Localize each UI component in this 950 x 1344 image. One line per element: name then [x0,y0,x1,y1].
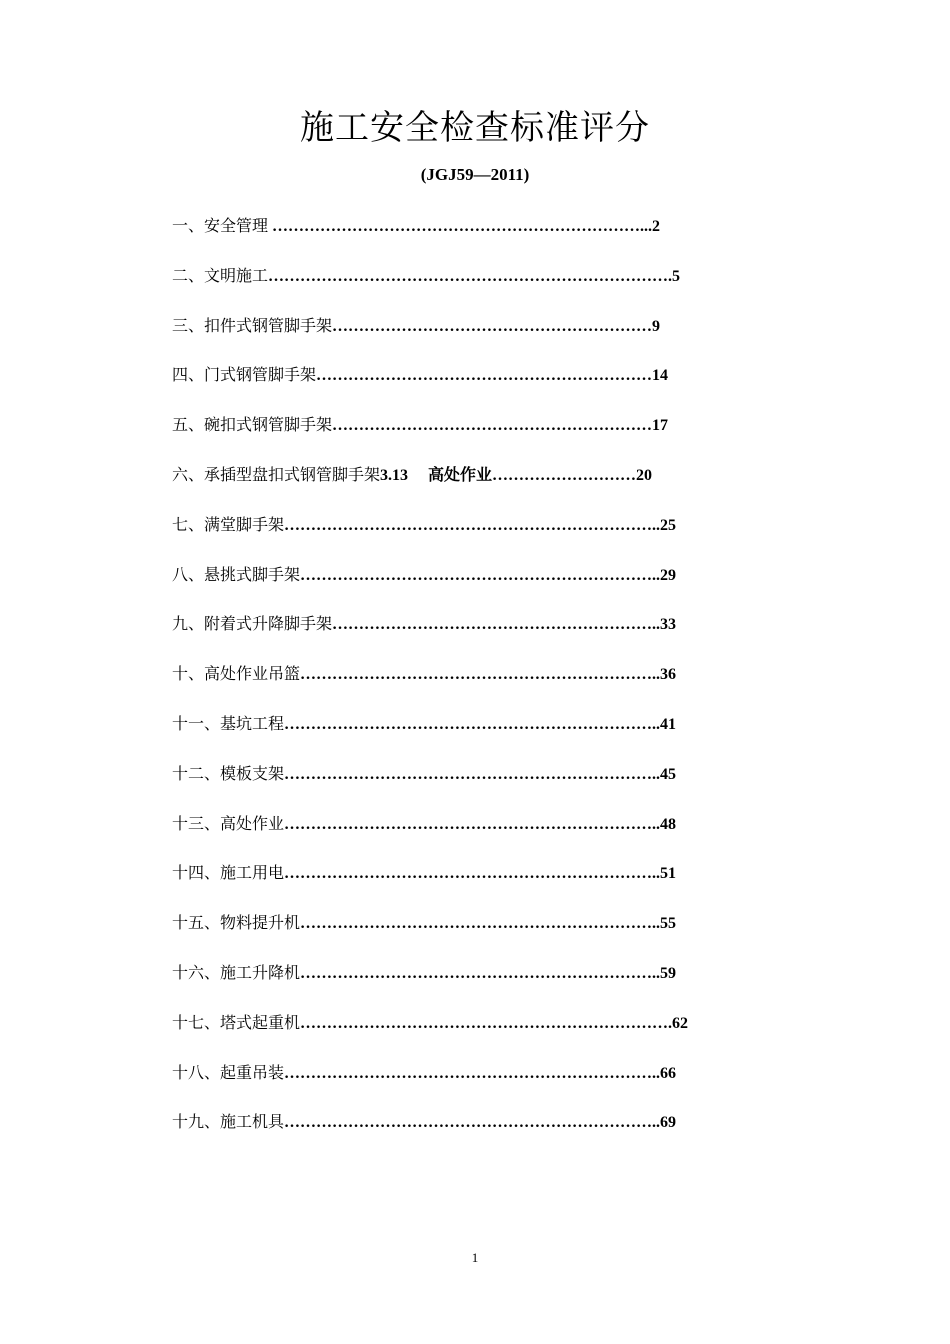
toc-entry-page: 41 [660,715,677,733]
toc-entry[interactable] [172,909,792,959]
toc-entry-leader: …………………………………………………………….. [284,1064,661,1082]
toc-entry-leader: …………………………………………………… [332,417,653,435]
toc-entry-page: 2 [652,218,661,235]
toc-entry-label: 十九、施工机具 [172,1112,285,1132]
toc-entry-page: 45 [660,765,677,783]
toc-entry-extra: 3.13 高处作业 [380,466,493,484]
toc-entry-label: 五、碗扣式钢管脚手架 [172,415,333,435]
toc-entry-label: 十八、起重吊装 [172,1062,285,1082]
toc-entry[interactable] [172,710,792,760]
toc-entry-leader: …………………………………………………………… [300,1014,669,1032]
toc-entry[interactable] [172,511,792,561]
toc-entry-label: 七、满堂脚手架 [172,514,285,534]
toc-entry[interactable] [172,959,792,1009]
toc-entry[interactable] [172,461,792,511]
toc-entry-leader: …………………………………………………………….. [284,715,661,733]
toc-entry-label: 十六、施工升降机 [172,962,301,982]
document-title: 施工安全检查标准评分 [300,108,650,148]
toc-entry[interactable] [172,810,792,860]
toc-entry-leader: …………………………………………………………….. [284,1114,661,1132]
toc-entry-page: 33 [660,616,677,634]
toc-entry-label: 六、承插型盘扣式钢管脚手架 [172,464,381,484]
toc-entry[interactable] [172,760,792,810]
toc-entry-page: 29 [660,566,677,584]
toc-entry-leader: ………………………………………………………….. [300,666,661,684]
toc-entry-label: 九、附着式升降脚手架 [172,614,333,634]
toc-entry-label: 四、门式钢管脚手架 [172,365,317,385]
toc-entry[interactable] [172,561,792,611]
document-subtitle: (JGJ59—2011) [420,165,530,184]
toc-entry-leader: ………………………………………………………….. [300,964,661,982]
toc-entry-leader: …………………………………………………….. [332,616,661,634]
toc-entry-page: 36 [660,666,677,684]
toc-entry[interactable] [172,312,792,362]
toc-entry-leader: …………………………………………………………….. [284,815,661,833]
toc-entry-leader: …………………………………………………… [332,317,653,335]
toc-entry[interactable] [172,361,792,411]
toc-entry[interactable] [172,1009,792,1059]
toc-entry-label: 十一、基坑工程 [172,713,285,733]
toc-entry-page: 48 [660,815,677,833]
toc-entry-page: 20 [636,466,653,484]
toc-entry-leader: ………………………………………………………….. [300,915,661,933]
toc-entry-page: 9 [652,317,661,335]
toc-entry[interactable] [172,212,792,262]
toc-entry-label: 一、安全管理 [172,216,269,235]
toc-entry-label: 十七、塔式起重机 [172,1012,301,1032]
toc-entry-label: 十二、模板支架 [172,763,285,783]
toc-entry-leader: …………………………………………………………….. [284,765,661,783]
toc-entry[interactable] [172,1059,792,1109]
toc-entry-page: 69 [660,1114,677,1132]
toc-entry-leader: …………………………………………………………….. [284,865,661,883]
toc-entry-label: 十、高处作业吊篮 [172,664,301,684]
toc-entry[interactable] [172,610,792,660]
toc-entry-page: 14 [652,367,669,385]
toc-entry[interactable] [172,859,792,909]
toc-entry-label: 十四、施工用电 [172,863,285,883]
toc-entry-page: 5 [672,267,681,285]
toc-entry-label: 三、扣件式钢管脚手架 [172,315,333,335]
toc-entry-page: 25 [660,516,677,534]
toc-entry-leader: …………………………………………………………….. [284,516,661,534]
toc-entry-leader: ……………………………………………………… [316,367,653,385]
toc-entry-label: 八、悬挑式脚手架 [172,564,301,584]
toc-entry-page: 51 [660,865,677,883]
toc-entry-page: 59 [660,964,677,982]
toc-entry-leader: ……………………………………………………………... [268,218,653,235]
toc-entry-page: 66 [660,1064,677,1082]
table-of-contents [172,212,792,1158]
page-number: 1 [471,1250,479,1265]
toc-entry-page: 55 [660,915,677,933]
toc-entry-leader: …………………………………………………………………. [268,267,673,285]
toc-entry-label: 十五、物料提升机 [172,913,301,933]
toc-entry-label: 二、文明施工 [172,265,269,285]
toc-entry-page: 17 [652,417,669,435]
toc-entry-leader: ………………………………………………………….. [300,566,661,584]
toc-entry[interactable] [172,660,792,710]
toc-entry-page: .62 [668,1014,689,1032]
toc-entry-label: 十三、高处作业 [172,813,285,833]
toc-entry-leader: ……………………… [492,466,637,484]
toc-entry[interactable] [172,262,792,312]
toc-entry[interactable] [172,411,792,461]
toc-entry[interactable] [172,1108,792,1158]
